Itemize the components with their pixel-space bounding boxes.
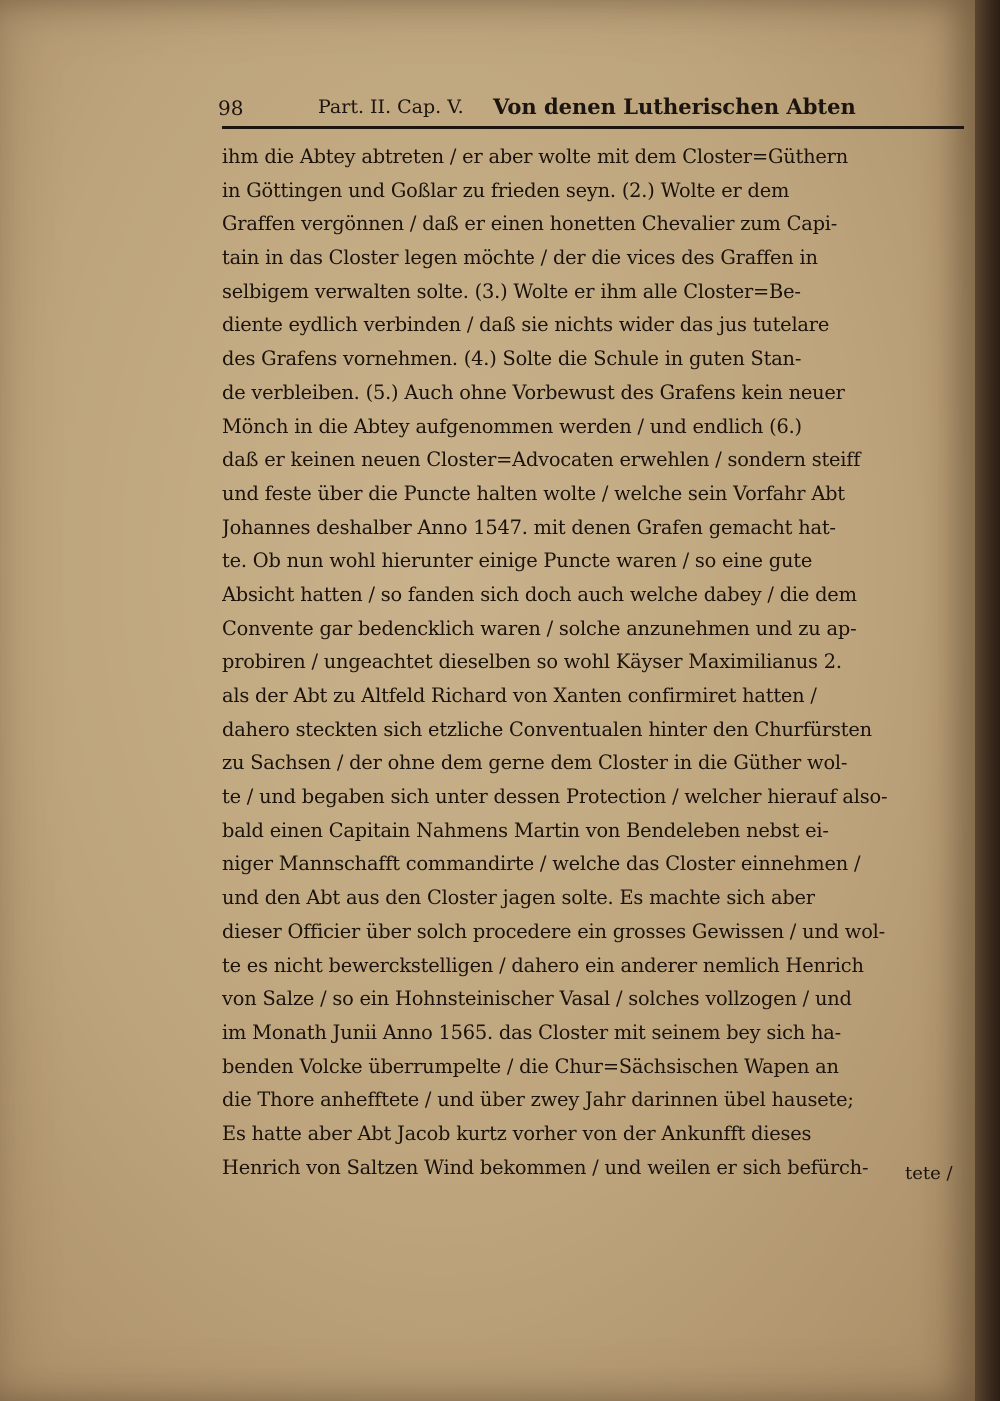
- text-line: daß er keinen neuen Closter=Advocaten erwehlen / sondern steiff: [222, 448, 861, 472]
- text-line: selbigem verwalten solte. (3.) Wolte er ihm alle Closter=Be-: [222, 279, 801, 303]
- text-line: benden Volcke überrumpelte / die Chur=Sächsischen Wapen an: [222, 1054, 839, 1078]
- header-rule: [222, 126, 964, 129]
- text-line: te. Ob nun wohl hierunter einige Puncte waren / so eine gute: [222, 549, 813, 573]
- text-line: von Salze / so ein Hohnsteinischer Vasal / solches vollzogen / und: [222, 987, 852, 1011]
- text-line: dahero steckten sich etzliche Conventualen hinter den Churfürsten: [222, 717, 872, 741]
- running-header: [218, 92, 968, 128]
- text-line: Johannes deshalber Anno 1547. mit denen Grafen gemacht hat-: [222, 515, 836, 539]
- text-line: niger Mannschafft commandirte / welche das Closter einnehmen /: [222, 852, 861, 876]
- text-line: ihm die Abtey abtreten / er aber wolte mit dem Closter=Güthern: [222, 145, 849, 168]
- text-line: de verbleiben. (5.) Auch ohne Vorbewust des Grafens kein neuer: [222, 380, 845, 404]
- text-line: bald einen Capitain Nahmens Martin von Bendeleben nebst ei-: [222, 818, 829, 842]
- text-line: diente eydlich verbinden / daß sie nichts wider das jus tutelare: [222, 313, 830, 337]
- part-chapter-label: Part. II. Cap. V.: [318, 96, 464, 118]
- text-line: des Grafens vornehmen. (4.) Solte die Schule in guten Stan-: [222, 347, 802, 371]
- text-line: und den Abt aus den Closter jagen solte. Es machte sich aber: [222, 886, 815, 910]
- text-line: Es hatte aber Abt Jacob kurtz vorher von der Ankunfft dieses: [222, 1121, 812, 1145]
- body-text: [222, 140, 967, 1184]
- text-line: Convente gar bedencklich waren / solche anzunehmen und zu ap-: [222, 616, 857, 640]
- text-line: Graffen vergönnen / daß er einen honetten Chevalier zum Capi-: [222, 212, 838, 236]
- text-line: Absicht hatten / so fanden sich doch auch welche dabey / die dem: [222, 582, 857, 606]
- text-line: Mönch in die Abtey aufgenommen werden / und endlich (6.): [222, 414, 802, 438]
- text-line: in Göttingen und Goßlar zu frieden seyn. (2.) Wolte er dem: [222, 178, 790, 202]
- catchword: tete /: [905, 1163, 953, 1184]
- text-line: und feste über die Puncte halten wolte / welche sein Vorfahr Abt: [222, 481, 845, 505]
- text-line: zu Sachsen / der ohne dem gerne dem Closter in die Güther wol-: [222, 751, 848, 775]
- text-line: probiren / ungeachtet dieselben so wohl Käyser Maximilianus 2.: [222, 650, 842, 674]
- running-title: Von denen Lutherischen Abten: [493, 94, 856, 119]
- text-line: te es nicht bewerckstelligen / dahero ein anderer nemlich Henrich: [222, 953, 864, 977]
- text-line: im Monath Junii Anno 1565. das Closter mit seinem bey sich ha-: [222, 1020, 841, 1044]
- text-line: die Thore anhefftete / und über zwey Jahr darinnen übel hausete;: [222, 1088, 854, 1112]
- page-number: 98: [218, 96, 244, 120]
- text-line: als der Abt zu Altfeld Richard von Xanten confirmiret hatten /: [222, 684, 817, 707]
- text-line: Henrich von Saltzen Wind bekommen / und weilen er sich befürch-: [222, 1155, 869, 1179]
- text-line: tain in das Closter legen möchte / der die vices des Graffen in: [222, 246, 818, 270]
- text-line: dieser Officier über solch procedere ein grosses Gewissen / und wol-: [222, 919, 886, 943]
- text-line: te / und begaben sich unter dessen Protection / welcher hierauf also-: [222, 785, 888, 809]
- page-edge-shadow: [975, 0, 1000, 1401]
